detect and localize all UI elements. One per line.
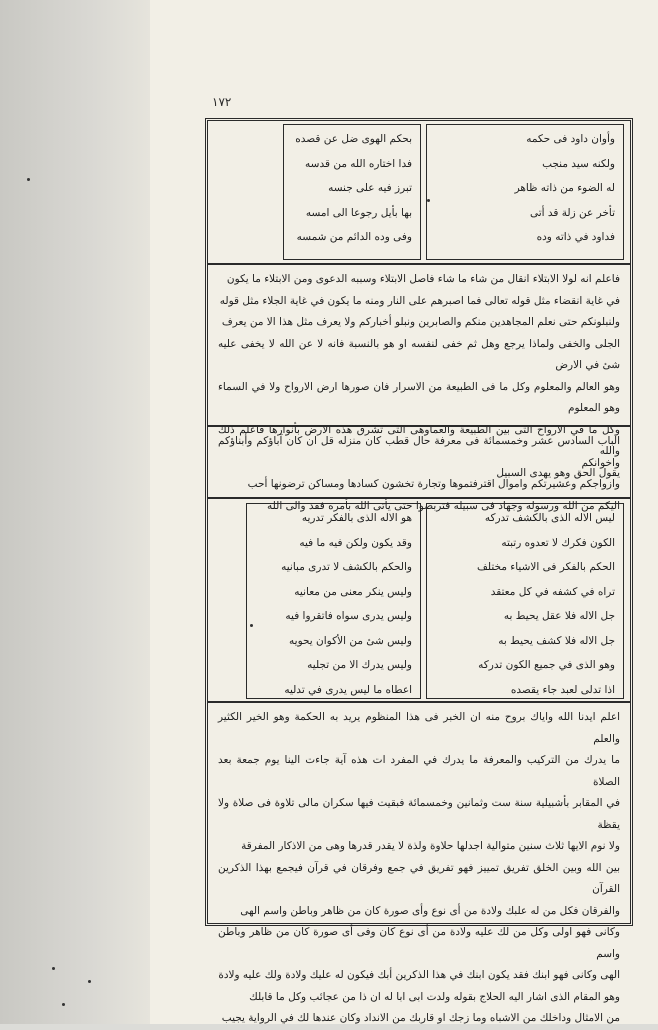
verse: ولكنه سيد منجب	[542, 157, 615, 170]
verse: اذا تدلى لعبد جاء يقصده	[510, 683, 615, 696]
text-line: يقول الحق وهو يهدى السبيل	[496, 466, 620, 479]
heading-line: اليكم من الله ورسوله وجهاد فى سبيله فتربصوا حتى يأتى الله بأمره فقد والى الله	[267, 499, 620, 512]
verse: جل الاله فلا كشف يحيط به	[498, 634, 615, 647]
middle-poem-left-column	[246, 503, 421, 699]
verse: وقد يكون ولكن فيه ما فيه	[299, 536, 412, 549]
top-poem-right-column	[426, 124, 624, 260]
verse: بها بأيل رجوعا الى امسه	[305, 206, 412, 219]
text-line: بين الله وبين الخلق تفريق تمييز فهو تفريق في جمع وفرقان في قرآن فيجمع بهذا الذكرين القرآن	[218, 861, 620, 895]
page-number: ١٧٢	[212, 95, 232, 109]
verse: الحكم بالفكر فى الاشياء مختلف	[477, 561, 615, 573]
middle-poem	[208, 499, 630, 699]
text-line: ما يدرك من التركيب والمعرفة ما يدرك في المفرد ات هذه آية جاءت الينا يوم جمعة بعد الصلاة	[218, 754, 620, 788]
text-line: والفرقان فكل من له علبك ولادة من أى نوع وأى صورة كان من ظاهر وباطن واسم الهى	[240, 904, 620, 917]
text-line: اعلم ايدنا الله واياك بروح منه ان الخبر فى هذا المنظوم يريد به الحكمة وهو الخير الكثير والعلم	[218, 711, 620, 745]
text-line: وهو المقام الذى اشار اليه الحلاج بقوله ولدت ابى ابا له ان ذا من عجائب وكل ما قابلك	[249, 990, 620, 1003]
top-poem	[208, 121, 630, 263]
ink-speck	[88, 980, 91, 983]
text-line: من الامثال وداخلك من الاشباه وما زجك او قاربك من الانداد وكان عندها لك في الرواية يجيب	[221, 1012, 620, 1024]
verse: وليس يدرك الا من تجليه	[307, 659, 412, 671]
heading-line: الباب السادس عشر وخمسمائة فى معرفة حال قطب كان منزله قل ان كان آباؤكم وأبناؤكم واخوانكم	[218, 435, 620, 469]
verse: تأخر عن زلة قد أتى	[529, 206, 615, 219]
ink-speck	[27, 178, 30, 181]
text-line: وهو العالم والمعلوم وكل ما فى الطبيعة من الاسرار فان صورها ارض الارواح ولا في السماء وهو المعلوم	[218, 380, 620, 414]
verse: وليس يدرى سواه فاتقروا فيه	[285, 610, 412, 622]
text-line: في المقابر بأشبيلية سنة ست وثمانين وخمسمائة فبقيت فيها سكران مالى تلاوة فى صلاة ولا يقظة	[218, 797, 620, 831]
chapter-heading	[208, 427, 630, 512]
paragraph-2	[208, 703, 630, 1024]
text-line: وكانى فهو اولى وكل من لك عليه ولادة من أى نوع كان وفى أى صورة كان من ظاهر وباطن واسم	[218, 926, 620, 960]
ink-speck	[62, 1003, 65, 1006]
verse: والحكم بالكشف لا تدرى مبانيه	[281, 561, 412, 573]
text-frame	[205, 118, 633, 1024]
verse: هو الاله الذى بالفكر تدريه	[301, 512, 412, 524]
verse: وليس ينكر معنى من معانيه	[294, 585, 412, 598]
middle-poem-right-column	[426, 503, 624, 699]
verse: وليس شئ من الأكوان يحويه	[289, 634, 412, 647]
verse: الكون فكرك لا تعدوه رتبته	[501, 536, 615, 549]
verse: تراه في كشفه في كل معتقد	[490, 585, 615, 598]
heading-line: وازواجكم وعشيرتكم واموال اقترفتموها وتجارة تخشون كسادها ومساكن ترضونها أحب	[247, 478, 620, 490]
verse: وفى وده الدائم من شمسه	[296, 231, 412, 243]
verse: فداود في ذاته وده	[536, 231, 615, 243]
text-line: في غاية انقضاء مثل قوله تعالى فما اصبرهم على النار ومنه ما يكون في غاية الجلاء مثل قوله	[219, 294, 620, 307]
ink-speck	[52, 967, 55, 970]
book-gutter	[0, 0, 150, 1024]
verse: وأوان داود فى حكمه	[526, 133, 615, 145]
text-line: فاعلم انه لولا الابتلاء انقال من شاء ما شاء فاصل الابتلاء وسببه الدعوى ومن الابتلاء ما يكون	[226, 273, 620, 285]
verse: فدا اختاره الله من قدسه	[305, 157, 412, 170]
verse: جل الاله فلا عقل يحيط به	[503, 610, 615, 622]
verse: ليس الاله الذى بالكشف تدركه	[484, 512, 615, 524]
verse: بحكم الهوى ضل عن قصده	[295, 133, 412, 145]
text-line: الهى وكانى فهو ابنك فقد يكون ابنك في هذا الذكرين أبك فيكون له عليك ولادة ولك عليه ولادة	[218, 969, 620, 981]
verse: تبرز فيه على جنسه	[328, 182, 412, 194]
verse: وهو الذى في جميع الكون تدركه	[478, 659, 615, 671]
text-line: الجلى والخفى ولماذا يرجع وهل ثم خفى لنفسه او هو بالنسبة فانه لا عن الله لا يخفى عليه شئ في الارض	[218, 337, 620, 371]
text-line: ولنبلونكم حتى نعلم المجاهدين منكم والصابرين ونبلو أخباركم ولا يعرف مثل هذا الا من يعرف	[221, 316, 620, 328]
verse: اعطاه ما ليس يدرى في تدليه	[284, 683, 412, 696]
text-line: وكل ما في الارواح التى بين الطبيعة والعماوهى التى تشرق هذه الارض بأنوارها فاعلم ذلك والله	[218, 423, 620, 457]
verse: له الضوء من ذاته ظاهر	[514, 182, 615, 194]
text-line: ولا نوم الايها ثلاث سنين متوالية اجدلها حلاوة ولذة لا يقدر قدرها وهى من الاذكار المفرقة	[241, 840, 620, 852]
top-poem-left-column	[283, 124, 421, 260]
